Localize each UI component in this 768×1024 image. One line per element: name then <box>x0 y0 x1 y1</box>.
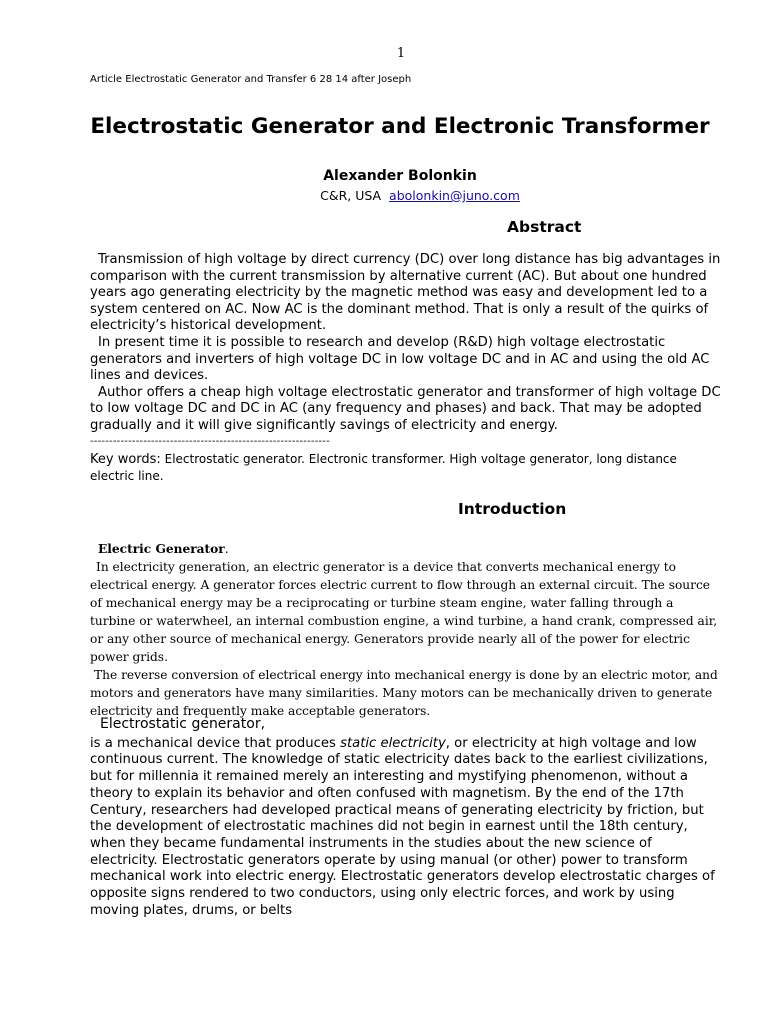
document-title: Electrostatic Generator and Electronic Transformer <box>90 114 710 139</box>
author-email-link[interactable]: abolonkin@juno.com <box>389 188 520 203</box>
electric-generator-paragraph: In electricity generation, an electric generator is a device that converts mechanical energy to electrical energy. A generator forces electric current to flow through an external circuit. The source of mechanical energy may be a reciprocating or turbine steam engine, water falling through a turbine or waterwheel, an internal combustion engine, a wind turbine, a hand crank, compressed air, or any other source of mechanical energy. Generators provide nearly all of the power for electric power grids. <box>90 560 718 664</box>
abstract-paragraph: Author offers a cheap high voltage electrostatic generator and transformer of high voltage DC to low voltage DC and DC in AC (any frequency and phases) and back. That may be adopted gradually and it will give significantly savings of electricity and energy. <box>90 384 721 433</box>
abstract-paragraph: Transmission of high voltage by direct currency (DC) over long distance has big advantages in comparison with the current transmission by alternative current (AC). But about one hundred years ago generating electricity by the magnetic method was easy and development led to a system centered on AC. Now AC is the dominant method. That is only a result of the quirks of electricity’s historical development. <box>90 252 721 334</box>
section-divider: --------------------------------------------------------------- <box>90 436 330 447</box>
electrostatic-generator-paragraph <box>90 736 720 920</box>
keywords-text: Electrostatic generator. Electronic transformer. High voltage generator, long distance electric line. <box>90 452 677 483</box>
electric-generator-paragraph: The reverse conversion of electrical energy into mechanical energy is done by an electric motor, and motors and generators have many similarities. Many motors can be mechanically driven to generate electricity and frequently make acceptable generators. <box>90 668 718 718</box>
abstract-heading: Abstract <box>507 218 582 236</box>
paragraph-text-cont: , or electricity at high voltage and low continuous current. The knowledge of static electricity dates back to the earliest civilizations, but for millennia it remained merely an interesting and mystifying phenomenon, without a theory to explain its behavior and often confused with magnetism. By the end of the 17th Century, researchers had developed practical means of generating electricity by friction, but the development of electrostatic machines did not begin in earnest until the 18th century, when they became fundamental instruments in the studies about the new science of electricity. Electrostatic generators operate by using manual (or other) power to transform mechanical work into electric energy. Electrostatic generators develop electrostatic charges of opposite signs rendered to two conductors, using only electric forces, and work by using moving plates, drums, or belts <box>90 735 715 918</box>
author-name: Alexander Bolonkin <box>323 168 477 184</box>
abstract-paragraph: In present time it is possible to research and develop (R&D) high voltage electrostatic generators and inverters of high voltage DC in low voltage DC and in AC and using the old AC lines and devices. <box>90 334 710 384</box>
keywords-label: Key words: <box>90 452 161 467</box>
affiliation-text: C&R, USA <box>320 188 382 203</box>
running-header: Article Electrostatic Generator and Transfer 6 28 14 after Joseph <box>90 74 412 85</box>
emphasis-static-electricity: static electricity <box>340 735 446 751</box>
author-affiliation <box>60 188 768 203</box>
keywords <box>90 451 720 484</box>
paragraph-text: is a mechanical device that produces <box>90 735 341 751</box>
electric-generator-section <box>90 540 718 720</box>
heading-period: . <box>224 542 229 556</box>
page-number: 1 <box>396 46 406 61</box>
electrostatic-generator-heading: Electrostatic generator, <box>100 716 266 732</box>
introduction-heading: Introduction <box>458 500 567 518</box>
electric-generator-heading: Electric Generator <box>98 542 225 556</box>
electrostatic-generator-section <box>90 716 720 919</box>
abstract-body <box>90 252 730 435</box>
